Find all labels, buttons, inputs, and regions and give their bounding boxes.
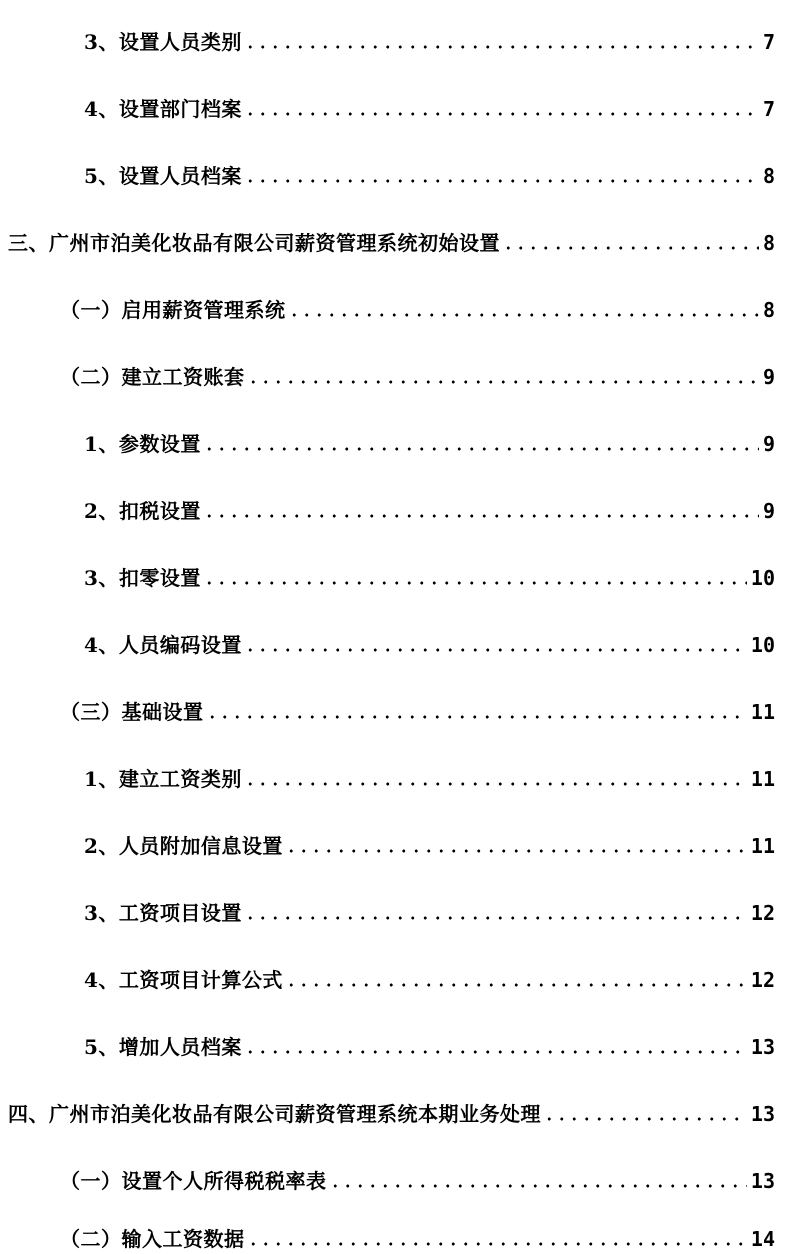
toc-entry[interactable] <box>84 422 775 456</box>
toc-page-number: 12 <box>750 901 775 925</box>
toc-page-number: 10 <box>750 566 775 590</box>
toc-dot-leader <box>288 313 759 317</box>
toc-page-number: 7 <box>762 97 775 121</box>
toc-dot-leader <box>244 112 759 116</box>
toc-entry-title: （二）输入工资数据 <box>60 1227 245 1251</box>
toc-entry[interactable] <box>8 1092 775 1126</box>
toc-entry[interactable] <box>84 757 775 791</box>
toc-page-number: 10 <box>750 633 775 657</box>
toc-dot-leader <box>247 1242 747 1246</box>
toc-page-number: 13 <box>750 1102 775 1126</box>
toc-entry-title: 5、设置人员档案 <box>84 164 242 188</box>
toc-dot-leader <box>247 380 759 384</box>
toc-page-number: 9 <box>762 499 775 523</box>
toc-page-number: 13 <box>750 1035 775 1059</box>
toc-dot-leader <box>244 782 747 786</box>
toc-entry-title: 四、广州市泊美化妆品有限公司薪资管理系统本期业务处理 <box>8 1102 541 1126</box>
toc-dot-leader <box>285 849 747 853</box>
toc-entry[interactable] <box>84 20 775 54</box>
toc-dot-leader <box>329 1184 747 1188</box>
toc-page-number: 12 <box>750 968 775 992</box>
toc-entry[interactable] <box>60 1159 775 1193</box>
toc-dot-leader <box>244 916 747 920</box>
toc-entry-title: 4、设置部门档案 <box>84 97 242 121</box>
toc-dot-leader <box>502 246 759 250</box>
toc-entry-title: 1、建立工资类别 <box>84 767 242 791</box>
toc-dot-leader <box>244 648 747 652</box>
toc-dot-leader <box>203 514 759 518</box>
toc-entry-title: 1、参数设置 <box>84 432 201 456</box>
toc-dot-leader <box>203 581 747 585</box>
toc-entry[interactable] <box>60 1217 775 1251</box>
toc-entry[interactable] <box>84 824 775 858</box>
toc-dot-leader <box>244 45 759 49</box>
toc-entry-title: 4、工资项目计算公式 <box>84 968 283 992</box>
toc-entry-title: （三）基础设置 <box>60 700 204 724</box>
toc-entry[interactable] <box>60 355 775 389</box>
toc-dot-leader <box>244 1050 747 1054</box>
toc-entry-title: 2、人员附加信息设置 <box>84 834 283 858</box>
toc-entry[interactable] <box>84 556 775 590</box>
toc-entry-title: 3、扣零设置 <box>84 566 201 590</box>
toc-entry[interactable] <box>60 690 775 724</box>
toc-dot-leader <box>543 1117 747 1121</box>
toc-entry[interactable] <box>8 221 775 255</box>
toc-entry-title: 2、扣税设置 <box>84 499 201 523</box>
toc-entry-title: （一）设置个人所得税税率表 <box>60 1169 327 1193</box>
toc-entry[interactable] <box>84 623 775 657</box>
toc-dot-leader <box>285 983 747 987</box>
toc-entry[interactable] <box>84 958 775 992</box>
toc-entry-title: 三、广州市泊美化妆品有限公司薪资管理系统初始设置 <box>8 231 500 255</box>
toc-page-number: 11 <box>750 767 775 791</box>
toc-dot-leader <box>244 179 759 183</box>
toc-entry-title: （一）启用薪资管理系统 <box>60 298 286 322</box>
toc-page-number: 14 <box>750 1227 775 1251</box>
toc-entry-title: 5、增加人员档案 <box>84 1035 242 1059</box>
toc-entry-title: 3、设置人员类别 <box>84 30 242 54</box>
toc-entry[interactable] <box>84 1025 775 1059</box>
toc-page-number: 13 <box>750 1169 775 1193</box>
toc-entry[interactable] <box>84 891 775 925</box>
toc-page-number: 11 <box>750 700 775 724</box>
toc-dot-leader <box>203 447 759 451</box>
toc-entry[interactable] <box>84 87 775 121</box>
toc-entry[interactable] <box>60 288 775 322</box>
toc-page-number: 7 <box>762 30 775 54</box>
toc-page-number: 8 <box>762 231 775 255</box>
toc-entry[interactable] <box>84 154 775 188</box>
toc-page-number: 9 <box>762 432 775 456</box>
toc-page-number: 9 <box>762 365 775 389</box>
toc-page-number: 8 <box>762 164 775 188</box>
toc-entry-title: 3、工资项目设置 <box>84 901 242 925</box>
toc-page-number: 8 <box>762 298 775 322</box>
toc-page-number: 11 <box>750 834 775 858</box>
toc-entry-title: （二）建立工资账套 <box>60 365 245 389</box>
toc-entry-title: 4、人员编码设置 <box>84 633 242 657</box>
toc-entry[interactable] <box>84 489 775 523</box>
toc-dot-leader <box>206 715 747 719</box>
